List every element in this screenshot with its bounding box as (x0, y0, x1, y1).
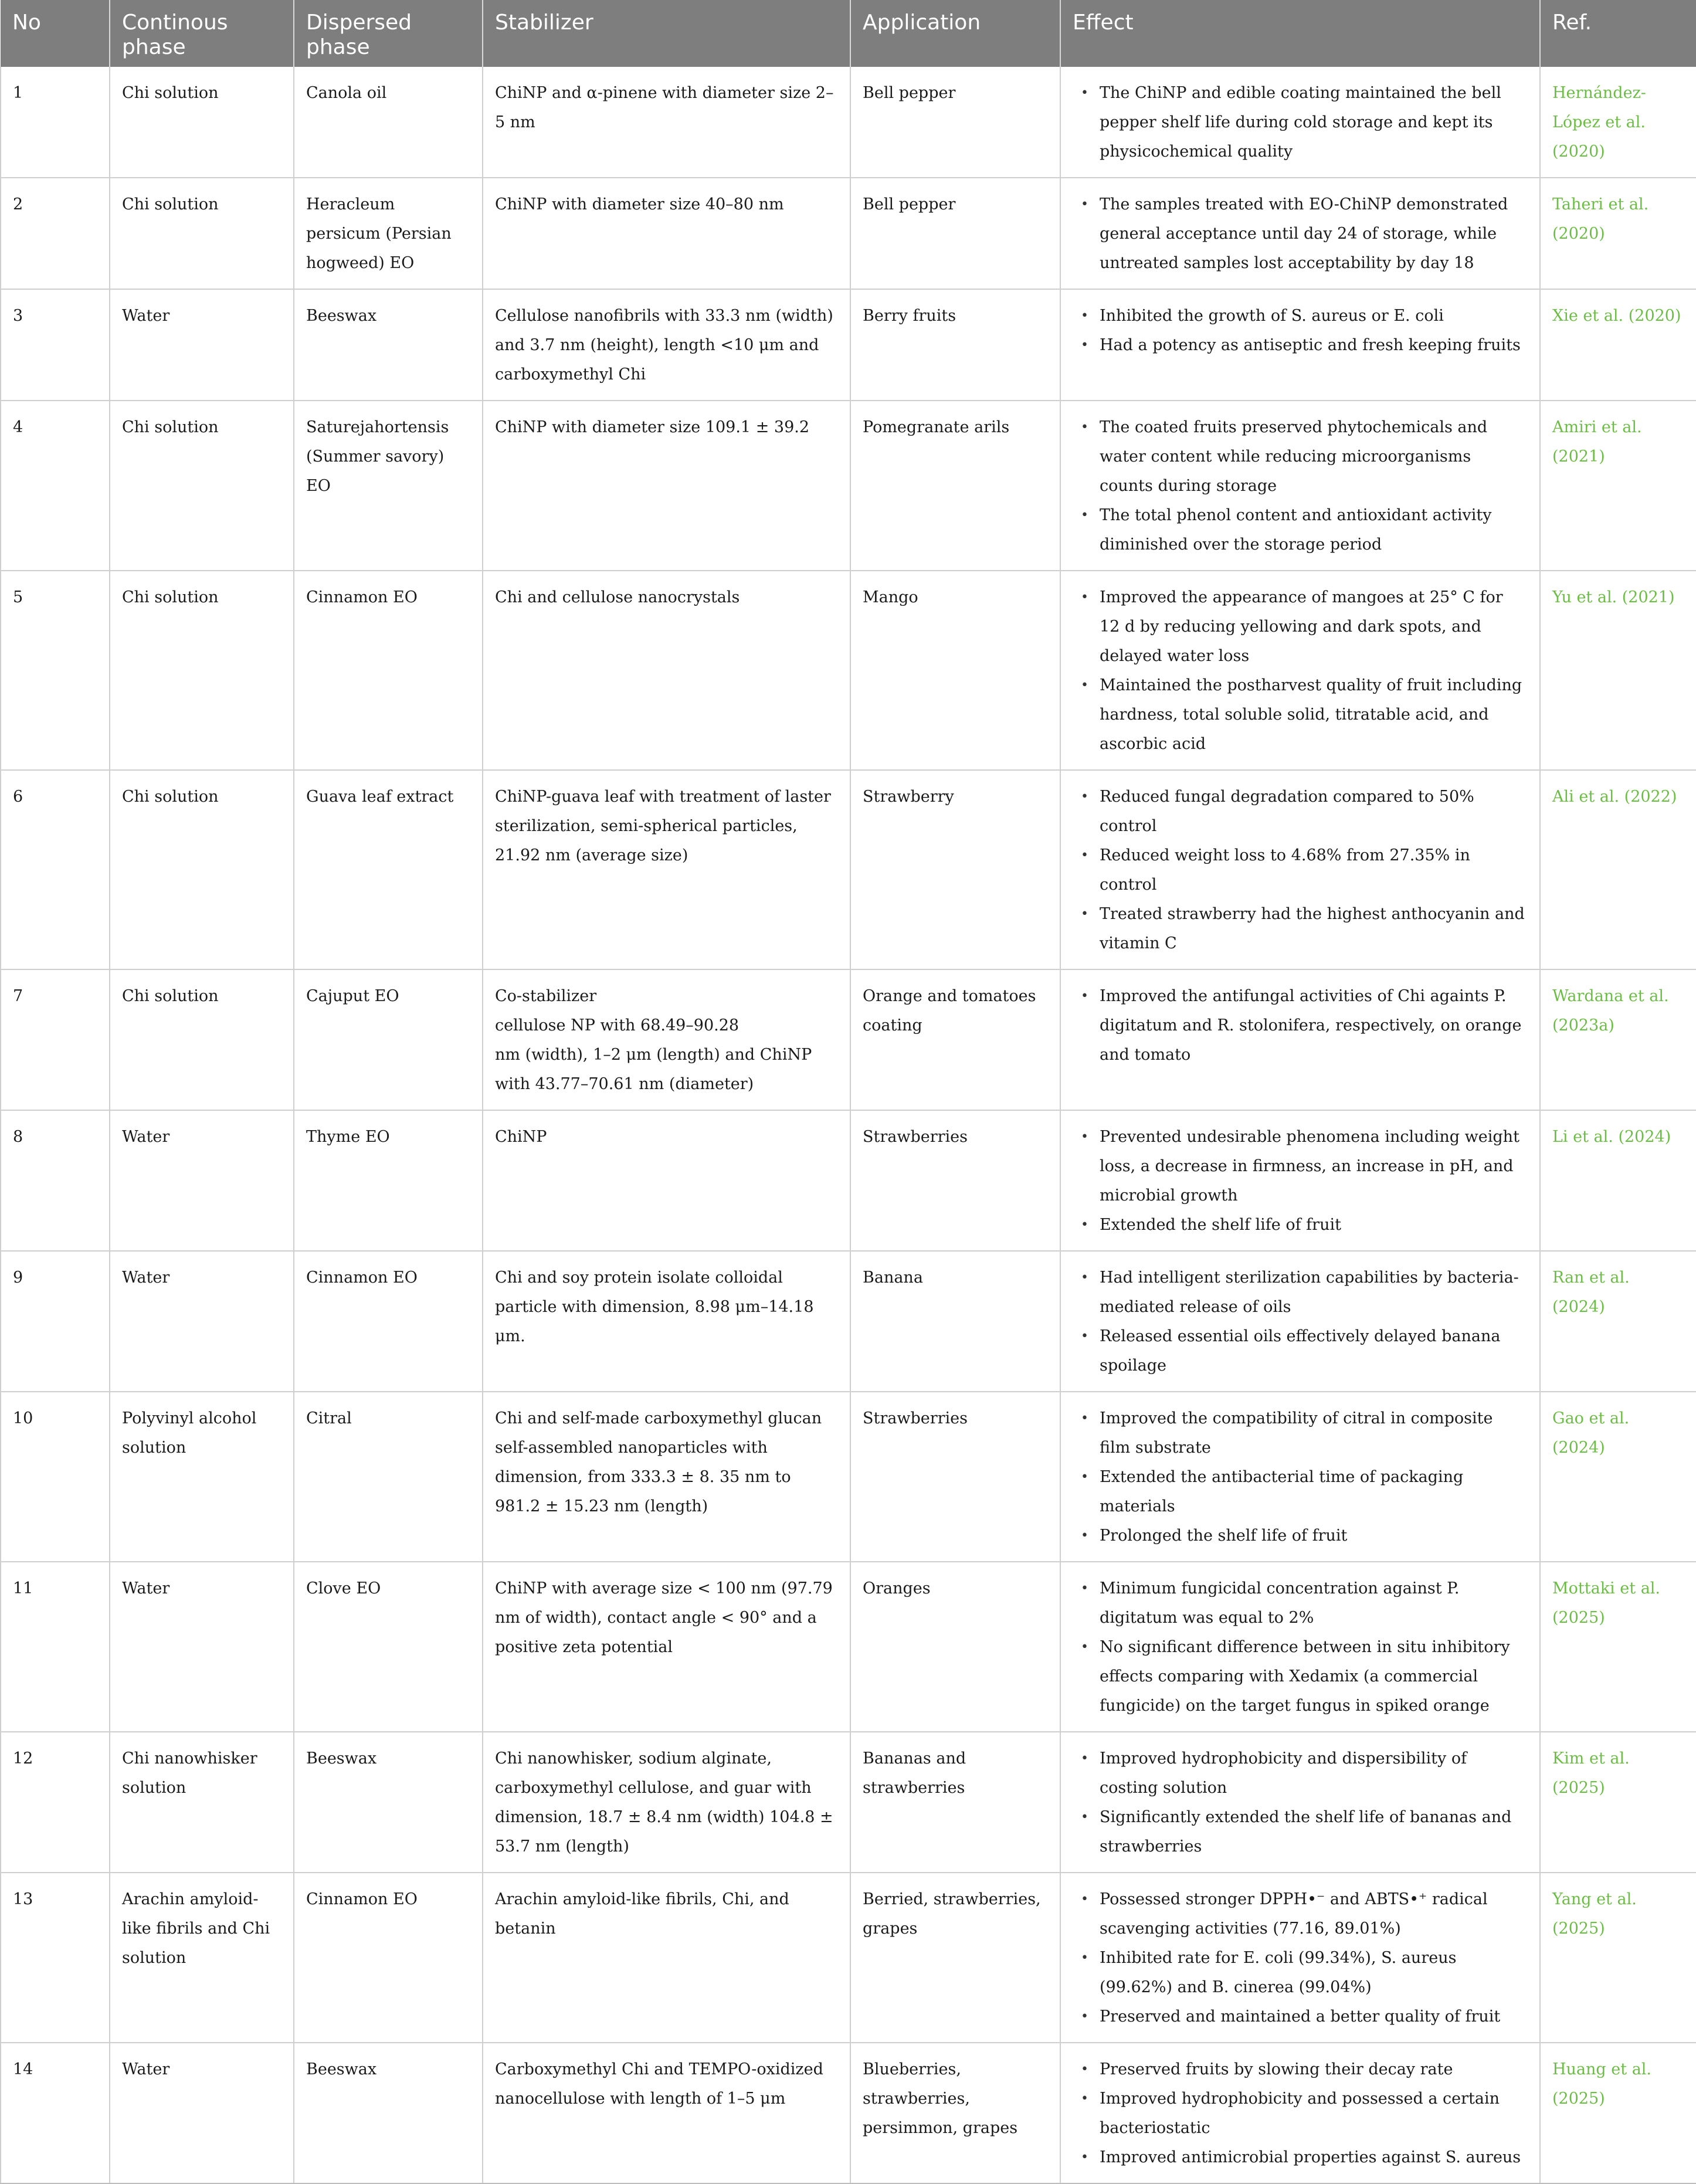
cell-effect (1060, 571, 1540, 770)
cell-stabilizer: Chi and self-made carboxymethyl glucan self-assembled nanoparticles with dimension, from 333.3 ± 8. 35 nm to 981.2 ± 15.23 nm (length) (483, 1392, 850, 1562)
table-row (1, 969, 1696, 1110)
cell-stabilizer: Cellulose nanofibrils with 33.3 nm (width) and 3.7 nm (height), length <10 μm and carboxymethyl Chi (483, 289, 850, 401)
table-row (1, 178, 1696, 289)
cell-application: Orange and tomatoes coating (850, 969, 1060, 1110)
cell-dispersed-phase: Beeswax (294, 2043, 483, 2183)
cell-application: Bell pepper (850, 67, 1060, 178)
table-row (1, 770, 1696, 969)
cell-stabilizer: Chi nanowhisker, sodium alginate, carboxymethyl cellulose, and guar with dimension, 18.7 ± 8.4 nm (width) 104.8 ± 53.7 nm (length) (483, 1732, 850, 1873)
table-row (1, 67, 1696, 178)
effect-list (1073, 1574, 1528, 1721)
effect-item: • Maintained the postharvest quality of fruit including hardness, total soluble solid, titratable acid, and ascorbic acid (1086, 671, 1528, 759)
cell-stabilizer: Chi and cellulose nanocrystals (483, 571, 850, 770)
cell-dispersed-phase: Citral (294, 1392, 483, 1562)
table-row (1, 1873, 1696, 2043)
effect-list (1073, 1263, 1528, 1381)
cell-ref (1540, 1732, 1696, 1873)
cell-continuous-phase: Water (110, 1562, 294, 1732)
effect-item: • No significant difference between in situ inhibitory effects comparing with Xedamix (a commercial fungicide) on the target fungus in spiked orange (1086, 1633, 1528, 1721)
cell-application: Blueberries, strawberries, persimmon, grapes (850, 2043, 1060, 2183)
cell-continuous-phase: Chi nanowhisker solution (110, 1732, 294, 1873)
cell-effect (1060, 401, 1540, 571)
reference-link[interactable]: Yang et al. (2025) (1552, 1890, 1637, 1938)
cell-application: Berried, strawberries, grapes (850, 1873, 1060, 2043)
reference-link[interactable]: Taheri et al. (2020) (1552, 195, 1649, 243)
effect-list (1073, 982, 1528, 1070)
cell-dispersed-phase: Thyme EO (294, 1110, 483, 1251)
reference-link[interactable]: Li et al. (2024) (1552, 1128, 1671, 1146)
header-row (1, 0, 1696, 67)
effect-list (1073, 2055, 1528, 2172)
reference-link[interactable]: Amiri et al. (2021) (1552, 418, 1642, 466)
cell-no: 10 (1, 1392, 110, 1562)
effect-item: • Improved the antifungal activities of Chi againts P. digitatum and R. stolonifera, respectively, on orange and tomato (1086, 982, 1528, 1070)
header-stabilizer: Stabilizer (483, 0, 850, 67)
cell-ref (1540, 571, 1696, 770)
cell-no: 5 (1, 571, 110, 770)
effect-item: • The total phenol content and antioxidant activity diminished over the storage period (1086, 501, 1528, 559)
effect-item: • Treated strawberry had the highest anthocyanin and vitamin C (1086, 900, 1528, 958)
effect-list (1073, 782, 1528, 958)
cell-no: 7 (1, 969, 110, 1110)
effect-list (1073, 1885, 1528, 2032)
reference-link[interactable]: Huang et al. (2025) (1552, 2060, 1652, 2108)
effect-item: • Preserved and maintained a better quality of fruit (1086, 2002, 1528, 2032)
cell-effect (1060, 1251, 1540, 1392)
cell-application: Bananas and strawberries (850, 1732, 1060, 1873)
effect-item: • Reduced fungal degradation compared to 50% control (1086, 782, 1528, 841)
cell-stabilizer: Carboxymethyl Chi and TEMPO-oxidized nanocellulose with length of 1–5 μm (483, 2043, 850, 2183)
cell-application: Strawberries (850, 1392, 1060, 1562)
cell-ref (1540, 2043, 1696, 2183)
effect-item: • Improved the compatibility of citral in composite film substrate (1086, 1404, 1528, 1463)
effect-item: • Improved hydrophobicity and dispersibility of costing solution (1086, 1744, 1528, 1803)
effect-item: • The samples treated with EO-ChiNP demonstrated general acceptance until day 24 of storage, while untreated samples lost acceptability by day 18 (1086, 190, 1528, 278)
effect-item: • Preserved fruits by slowing their decay rate (1086, 2055, 1528, 2084)
cell-continuous-phase: Chi solution (110, 770, 294, 969)
effect-item: • Prevented undesirable phenomena including weight loss, a decrease in firmness, an increase in pH, and microbial growth (1086, 1122, 1528, 1210)
cell-continuous-phase: Polyvinyl alcohol solution (110, 1392, 294, 1562)
cell-stabilizer: ChiNP with average size < 100 nm (97.79 nm of width), contact angle < 90° and a positive zeta potential (483, 1562, 850, 1732)
cell-continuous-phase: Arachin amyloid-like fibrils and Chi solution (110, 1873, 294, 2043)
effect-item: • The coated fruits preserved phytochemicals and water content while reducing microorganisms counts during storage (1086, 413, 1528, 501)
cell-stabilizer: ChiNP with diameter size 40–80 nm (483, 178, 850, 289)
table-row (1, 1251, 1696, 1392)
header-application: Application (850, 0, 1060, 67)
cell-continuous-phase: Water (110, 1110, 294, 1251)
cell-effect (1060, 1873, 1540, 2043)
cell-effect (1060, 969, 1540, 1110)
cell-effect (1060, 178, 1540, 289)
header-ref: Ref. (1540, 0, 1696, 67)
effect-item: • The ChiNP and edible coating maintained the bell pepper shelf life during cold storage and kept its physicochemical quality (1086, 79, 1528, 167)
cell-continuous-phase: Chi solution (110, 178, 294, 289)
table-row (1, 1732, 1696, 1873)
cell-stabilizer: Arachin amyloid-like fibrils, Chi, and betanin (483, 1873, 850, 2043)
effect-item: • Minimum fungicidal concentration against P. digitatum was equal to 2% (1086, 1574, 1528, 1633)
reference-link[interactable]: Ali et al. (2022) (1552, 788, 1677, 806)
effect-list (1073, 190, 1528, 278)
cell-continuous-phase: Water (110, 1251, 294, 1392)
cell-no: 11 (1, 1562, 110, 1732)
cell-dispersed-phase: Cinnamon EO (294, 571, 483, 770)
cell-dispersed-phase: Heracleum persicum (Persian hogweed) EO (294, 178, 483, 289)
cell-no: 14 (1, 2043, 110, 2183)
cell-effect (1060, 1562, 1540, 1732)
cell-dispersed-phase: Guava leaf extract (294, 770, 483, 969)
cell-no: 6 (1, 770, 110, 969)
cell-no: 2 (1, 178, 110, 289)
reference-link[interactable]: Xie et al. (2020) (1552, 307, 1681, 325)
cell-stabilizer: ChiNP-guava leaf with treatment of laster sterilization, semi-spherical particles, 21.92 nm (average size) (483, 770, 850, 969)
header-effect: Effect (1060, 0, 1540, 67)
cell-continuous-phase: Chi solution (110, 67, 294, 178)
cell-ref (1540, 401, 1696, 571)
effect-list (1073, 301, 1528, 360)
cell-ref (1540, 289, 1696, 401)
cell-stabilizer: ChiNP with diameter size 109.1 ± 39.2 (483, 401, 850, 571)
cell-application: Banana (850, 1251, 1060, 1392)
cell-no: 4 (1, 401, 110, 571)
cell-dispersed-phase: Beeswax (294, 289, 483, 401)
cell-stabilizer: Chi and soy protein isolate colloidal particle with dimension, 8.98 μm–14.18 μm. (483, 1251, 850, 1392)
effect-item: • Had intelligent sterilization capabilities by bacteria-mediated release of oils (1086, 1263, 1528, 1322)
effect-list (1073, 79, 1528, 167)
cell-effect (1060, 67, 1540, 178)
effect-item: • Released essential oils effectively delayed banana spoilage (1086, 1322, 1528, 1381)
cell-application: Strawberries (850, 1110, 1060, 1251)
cell-dispersed-phase: Canola oil (294, 67, 483, 178)
effect-list (1073, 1404, 1528, 1551)
table-row (1, 1110, 1696, 1251)
cell-effect (1060, 2043, 1540, 2183)
cell-dispersed-phase: Cinnamon EO (294, 1873, 483, 2043)
cell-stabilizer: ChiNP and α-pinene with diameter size 2–5 nm (483, 67, 850, 178)
table-row (1, 2043, 1696, 2183)
header-dispersed-phase: Dispersed phase (294, 0, 483, 67)
cell-ref (1540, 1562, 1696, 1732)
cell-no: 12 (1, 1732, 110, 1873)
reference-link[interactable]: Mottaki et al. (2025) (1552, 1579, 1661, 1627)
cell-continuous-phase: Water (110, 289, 294, 401)
effect-list (1073, 1744, 1528, 1861)
cell-application: Bell pepper (850, 178, 1060, 289)
cell-ref (1540, 969, 1696, 1110)
cell-ref (1540, 67, 1696, 178)
table-row (1, 1562, 1696, 1732)
reference-link[interactable]: Kim et al. (2025) (1552, 1749, 1630, 1797)
cell-application: Berry fruits (850, 289, 1060, 401)
cell-ref (1540, 770, 1696, 969)
effect-list (1073, 413, 1528, 559)
effect-item: • Improved antimicrobial properties against S. aureus (1086, 2143, 1528, 2172)
cell-application: Mango (850, 571, 1060, 770)
cell-stabilizer: Co-stabilizer cellulose NP with 68.49–90.28 nm (width), 1–2 μm (length) and ChiNP with 43.77–70.61 nm (diameter) (483, 969, 850, 1110)
cell-stabilizer: ChiNP (483, 1110, 850, 1251)
effect-item: • Significantly extended the shelf life of bananas and strawberries (1086, 1803, 1528, 1861)
header-continuous-phase: Continous phase (110, 0, 294, 67)
cell-continuous-phase: Chi solution (110, 969, 294, 1110)
cell-dispersed-phase: Saturejahortensis (Summer savory) EO (294, 401, 483, 571)
cell-no: 9 (1, 1251, 110, 1392)
header-no: No (1, 0, 110, 67)
effect-item: • Reduced weight loss to 4.68% from 27.35% in control (1086, 841, 1528, 900)
cell-effect (1060, 770, 1540, 969)
cell-effect (1060, 1110, 1540, 1251)
cell-ref (1540, 1392, 1696, 1562)
cell-continuous-phase: Chi solution (110, 401, 294, 571)
cell-no: 13 (1, 1873, 110, 2043)
reference-link[interactable]: Yu et al. (2021) (1552, 588, 1675, 606)
table-row (1, 401, 1696, 571)
cell-ref (1540, 178, 1696, 289)
cell-ref (1540, 1251, 1696, 1392)
effect-list (1073, 1122, 1528, 1240)
effect-item: • Improved hydrophobicity and possessed a certain bacteriostatic (1086, 2084, 1528, 2143)
cell-continuous-phase: Water (110, 2043, 294, 2183)
cell-effect (1060, 289, 1540, 401)
effect-item: • Inhibited rate for E. coli (99.34%), S. aureus (99.62%) and B. cinerea (99.04%) (1086, 1944, 1528, 2002)
effect-item: • Improved the appearance of mangoes at 25° C for 12 d by reducing yellowing and dark spots, and delayed water loss (1086, 583, 1528, 671)
cell-application: Oranges (850, 1562, 1060, 1732)
cell-dispersed-phase: Clove EO (294, 1562, 483, 1732)
effect-item: • Extended the shelf life of fruit (1086, 1210, 1528, 1240)
table-row (1, 571, 1696, 770)
reference-link[interactable]: Ran et al. (2024) (1552, 1269, 1630, 1316)
cell-application: Strawberry (850, 770, 1060, 969)
effect-item: • Extended the antibacterial time of packaging materials (1086, 1463, 1528, 1521)
cell-continuous-phase: Chi solution (110, 571, 294, 770)
effect-item: • Prolonged the shelf life of fruit (1086, 1521, 1528, 1551)
cell-application: Pomegranate arils (850, 401, 1060, 571)
cell-dispersed-phase: Beeswax (294, 1732, 483, 1873)
cell-ref (1540, 1873, 1696, 2043)
table-row (1, 1392, 1696, 1562)
cell-no: 3 (1, 289, 110, 401)
cell-dispersed-phase: Cajuput EO (294, 969, 483, 1110)
effect-item: • Had a potency as antiseptic and fresh keeping fruits (1086, 331, 1528, 360)
cell-dispersed-phase: Cinnamon EO (294, 1251, 483, 1392)
effect-item: • Possessed stronger DPPH•⁻ and ABTS•⁺ radical scavenging activities (77.16, 89.01%) (1086, 1885, 1528, 1944)
effect-list (1073, 583, 1528, 759)
cell-no: 1 (1, 67, 110, 178)
cell-ref (1540, 1110, 1696, 1251)
cell-effect (1060, 1392, 1540, 1562)
cell-effect (1060, 1732, 1540, 1873)
reference-link[interactable]: Wardana et al. (2023a) (1552, 987, 1669, 1035)
table-row (1, 289, 1696, 401)
effect-item: • Inhibited the growth of S. aureus or E. coli (1086, 301, 1528, 331)
reference-link[interactable]: Gao et al. (2024) (1552, 1409, 1630, 1457)
reference-link[interactable]: Hernández-López et al. (2020) (1552, 84, 1646, 161)
cell-no: 8 (1, 1110, 110, 1251)
